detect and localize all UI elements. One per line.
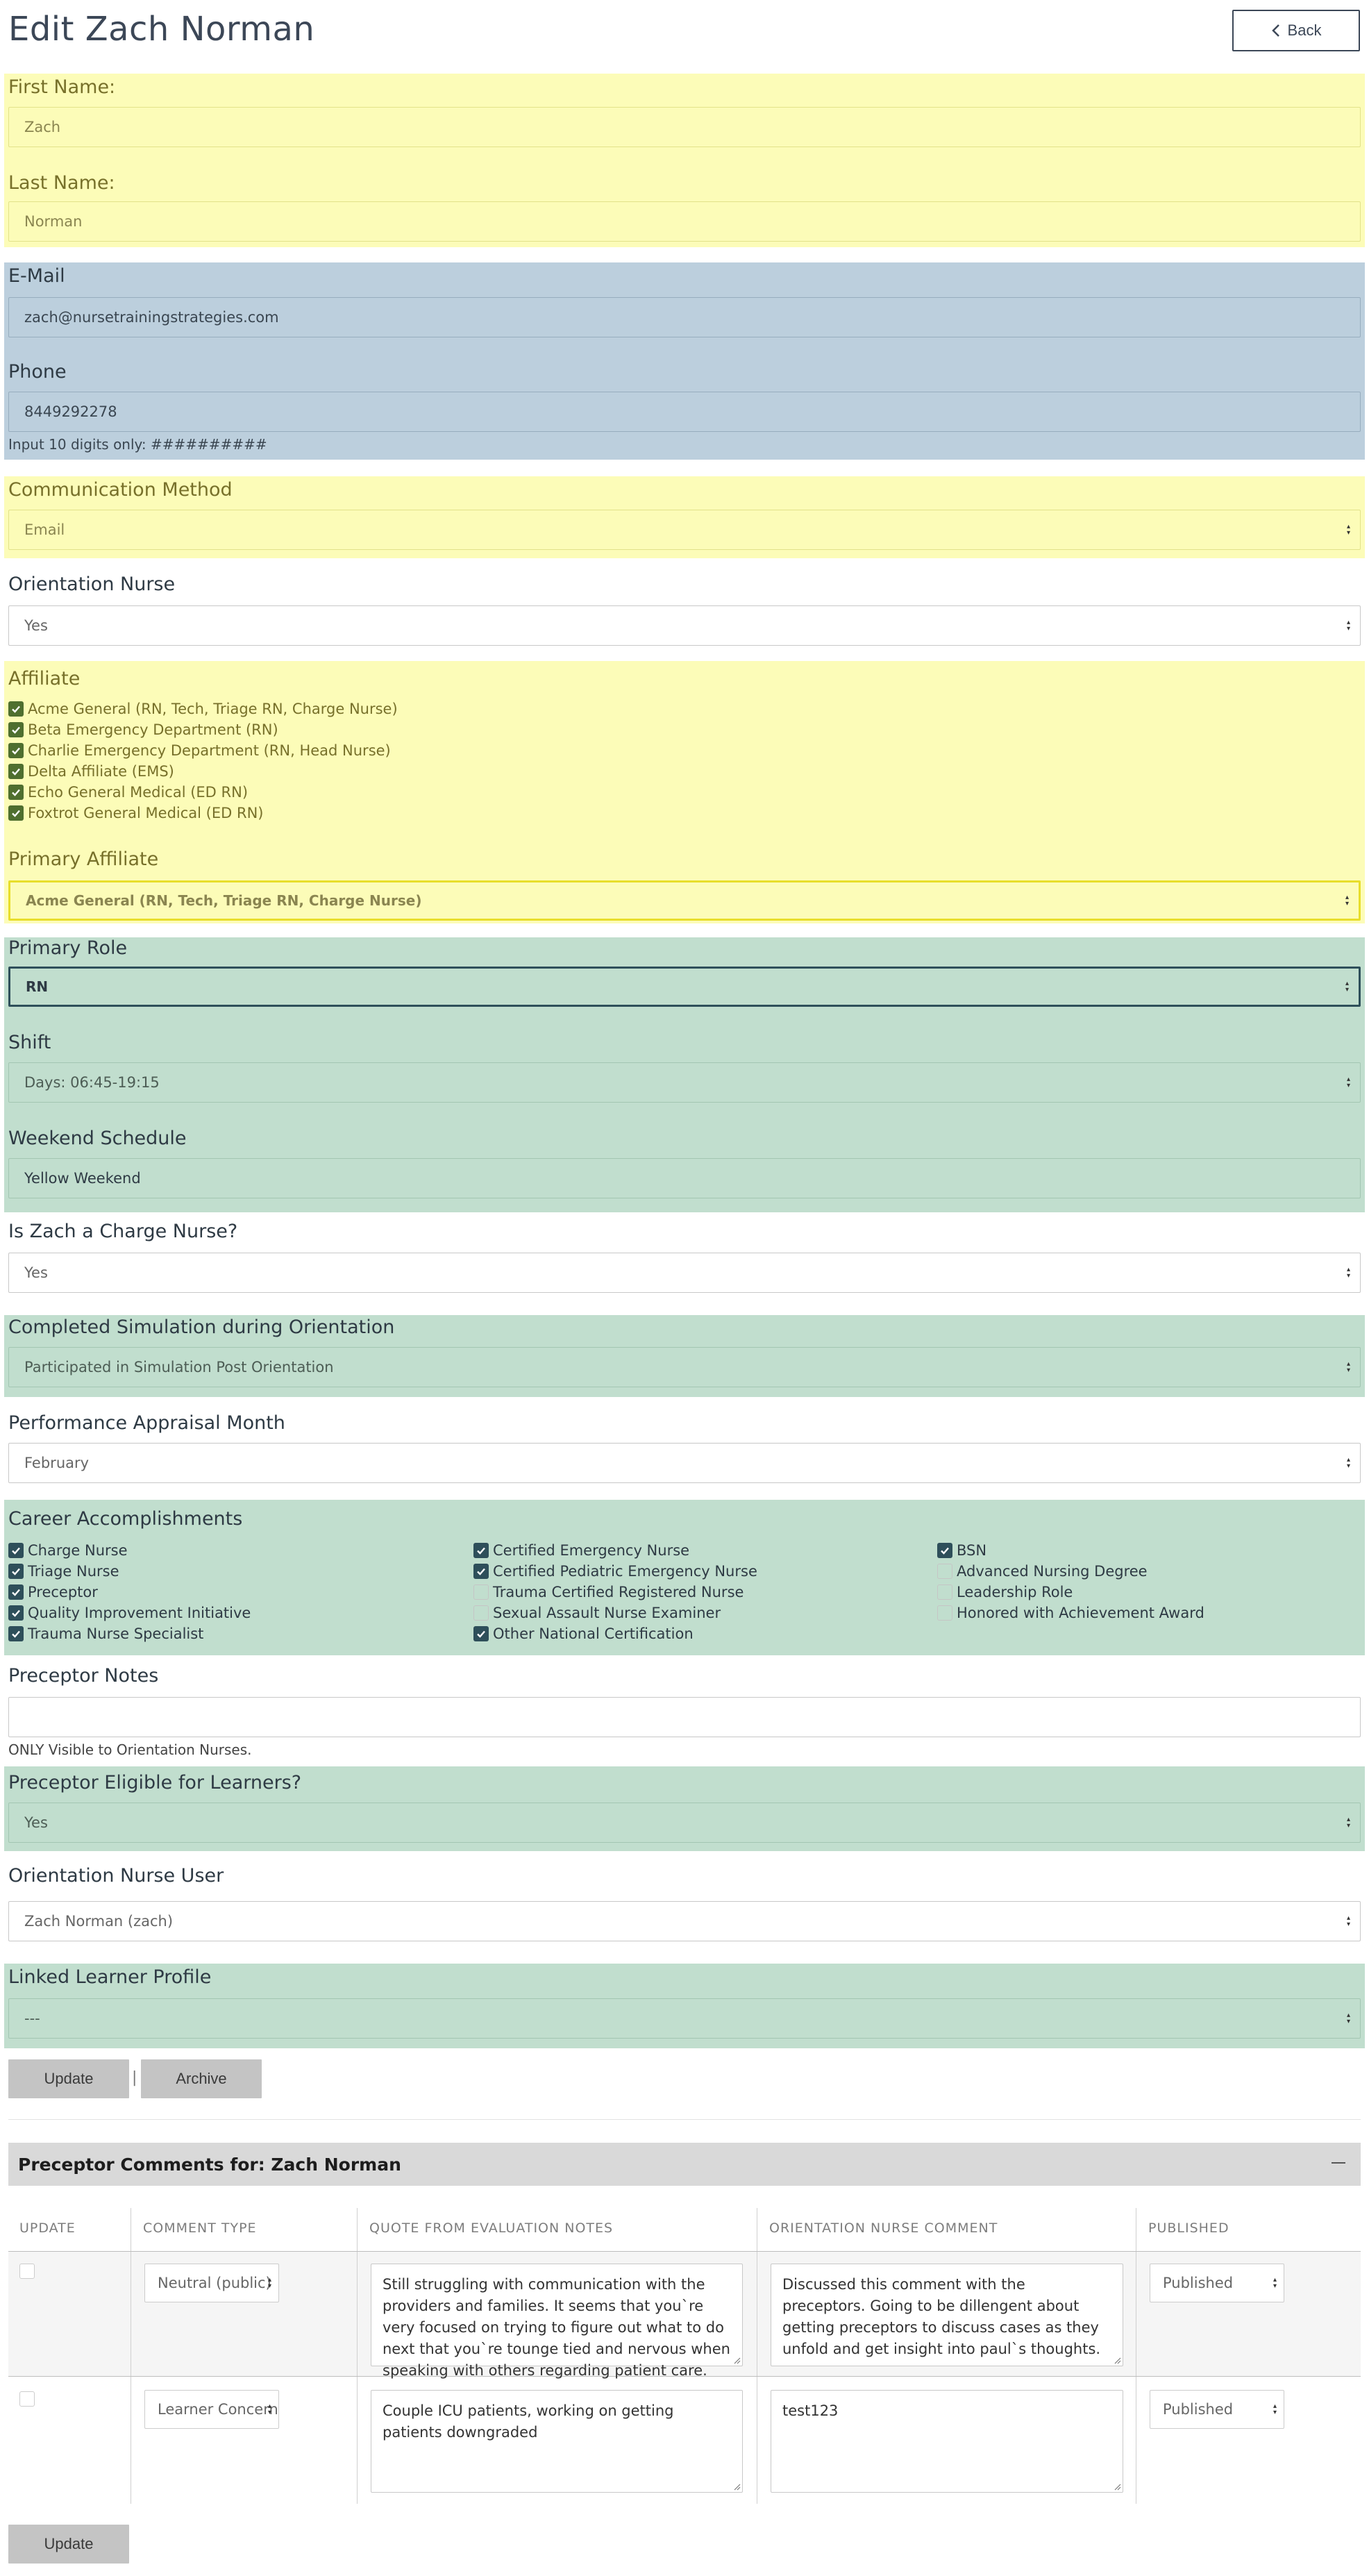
orientation-user-select[interactable]: Zach Norman (zach) ▴ ▾	[8, 1901, 1361, 1941]
update-button[interactable]: Update	[8, 2059, 129, 2098]
career-option-label: Trauma Nurse Specialist	[28, 1625, 204, 1642]
simulation-section	[4, 1315, 1365, 1397]
career-section	[4, 1500, 1365, 1655]
row-2-published-select[interactable]: Published ▴ ▾	[1150, 2390, 1284, 2429]
primary-role-label: Primary Role	[8, 937, 128, 959]
career-option-label: Charge Nurse	[28, 1542, 128, 1559]
row-2-update-checkbox[interactable]	[19, 2391, 35, 2407]
phone-input[interactable]: 8449292278	[8, 392, 1361, 432]
checkbox-checked-icon[interactable]	[8, 743, 24, 758]
comments-panel-title: Preceptor Comments for: Zach Norman	[18, 2154, 401, 2175]
career-option-label: Advanced Nursing Degree	[957, 1563, 1148, 1580]
career-option[interactable]	[8, 1583, 98, 1601]
checkbox-unchecked-icon[interactable]	[473, 1584, 489, 1600]
checkbox-unchecked-icon[interactable]	[473, 1605, 489, 1621]
row-2-comment-type-select[interactable]: Learner Concern ▴ ▾	[144, 2390, 279, 2429]
affiliate-option-label: Echo General Medical (ED RN)	[28, 784, 249, 801]
email-input[interactable]: zach@nursetrainingstrategies.com	[8, 297, 1361, 337]
checkbox-checked-icon[interactable]	[8, 805, 24, 821]
row-1-quote-text: Still struggling with communication with the providers and families. It seems that you`re very focused on trying to figure out what to do next that you`re tounge tied and nervous when speaking with others regarding patient care.	[383, 2276, 730, 2379]
header-update: UPDATE	[19, 2220, 76, 2236]
simulation-label: Completed Simulation during Orientation	[8, 1316, 395, 1338]
name-section	[4, 74, 1365, 247]
affiliate-option-label: Beta Emergency Department (RN)	[28, 721, 278, 738]
orientation-user-section	[4, 1864, 1365, 1946]
communication-method-select[interactable]: Email ▴ ▾	[8, 510, 1361, 550]
orientation-nurse-section	[4, 571, 1365, 653]
row-2-quote-text: Couple ICU patients, working on getting patients downgraded	[383, 2402, 674, 2441]
resize-grip-icon[interactable]	[1113, 2482, 1121, 2491]
linked-learner-section	[4, 1964, 1365, 2048]
preceptor-eligible-section	[4, 1766, 1365, 1851]
affiliate-option-label: Acme General (RN, Tech, Triage RN, Charge Nurse)	[28, 701, 398, 717]
checkbox-checked-icon[interactable]	[8, 785, 24, 800]
preceptor-eligible-label: Preceptor Eligible for Learners?	[8, 1772, 302, 1793]
primary-role-select[interactable]: RN ▴ ▾	[8, 967, 1361, 1007]
career-option[interactable]	[473, 1562, 757, 1580]
linked-learner-select[interactable]: --- ▴ ▾	[8, 1998, 1361, 2039]
career-option-label: Certified Pediatric Emergency Nurse	[493, 1563, 757, 1580]
career-option[interactable]	[8, 1625, 203, 1643]
preceptor-notes-section	[4, 1664, 1365, 1761]
appraisal-month-label: Performance Appraisal Month	[8, 1412, 285, 1434]
chevron-left-icon	[1271, 24, 1281, 37]
page-title: Edit Zach Norman	[8, 10, 315, 49]
comments-update-button[interactable]: Update	[8, 2525, 129, 2564]
checkbox-checked-icon[interactable]	[8, 1564, 24, 1579]
shift-select[interactable]: Days: 06:45-19:15 ▴ ▾	[8, 1062, 1361, 1103]
affiliate-label: Affiliate	[8, 668, 81, 689]
preceptor-eligible-select[interactable]: Yes ▴ ▾	[8, 1803, 1361, 1843]
career-option[interactable]	[8, 1562, 119, 1580]
action-separator: |	[132, 2069, 137, 2086]
back-button[interactable]	[1232, 10, 1360, 51]
affiliate-option-label: Delta Affiliate (EMS)	[28, 763, 174, 780]
orientation-user-label: Orientation Nurse User	[8, 1865, 224, 1887]
weekend-schedule-value: Yellow Weekend	[8, 1158, 1361, 1198]
header-nurse-comment: ORIENTATION NURSE COMMENT	[769, 2220, 998, 2236]
weekend-schedule-label: Weekend Schedule	[8, 1128, 187, 1149]
col-divider	[357, 2208, 358, 2504]
career-option-label: Honored with Achievement Award	[957, 1605, 1204, 1621]
career-option-label: Preceptor	[28, 1584, 98, 1600]
header-comment-type: COMMENT TYPE	[143, 2220, 257, 2236]
career-label: Career Accomplishments	[8, 1508, 243, 1530]
shift-label: Shift	[8, 1032, 51, 1053]
header-quote: QUOTE FROM EVALUATION NOTES	[369, 2220, 614, 2236]
row-2-nurse-comment-textarea[interactable]	[771, 2390, 1123, 2493]
comments-panel-header[interactable]	[8, 2143, 1361, 2186]
header-divider	[8, 2251, 1361, 2252]
affiliate-option[interactable]	[8, 742, 391, 760]
header-published: PUBLISHED	[1148, 2220, 1229, 2236]
row-1-quote-textarea[interactable]	[371, 2264, 743, 2379]
appraisal-month-select[interactable]: February ▴ ▾	[8, 1443, 1361, 1483]
communication-method-label: Communication Method	[8, 479, 233, 501]
checkbox-unchecked-icon[interactable]	[937, 1584, 952, 1600]
charge-nurse-section	[4, 1221, 1365, 1303]
checkbox-unchecked-icon[interactable]	[937, 1605, 952, 1621]
career-option-label: Other National Certification	[493, 1625, 694, 1642]
affiliate-option[interactable]	[8, 721, 278, 739]
affiliate-option[interactable]	[8, 700, 398, 718]
charge-nurse-label: Is Zach a Charge Nurse?	[8, 1221, 238, 1242]
career-option-label: Triage Nurse	[28, 1563, 119, 1580]
affiliate-section	[4, 661, 1365, 923]
row-1-published-select[interactable]: Published ▴ ▾	[1150, 2264, 1284, 2302]
phone-hint: Input 10 digits only: ##########	[8, 436, 267, 453]
row-2-quote-textarea[interactable]	[371, 2390, 743, 2493]
career-option[interactable]	[473, 1583, 744, 1601]
orientation-nurse-label: Orientation Nurse	[8, 574, 176, 595]
first-name-label: First Name:	[8, 76, 116, 98]
linked-learner-label: Linked Learner Profile	[8, 1966, 212, 1988]
career-option-label: BSN	[957, 1542, 987, 1559]
row-1-update-checkbox[interactable]	[19, 2264, 35, 2279]
affiliate-option[interactable]	[8, 762, 174, 780]
resize-grip-icon[interactable]	[1113, 2356, 1121, 2364]
simulation-select[interactable]: Participated in Simulation Post Orientation ▴ ▾	[8, 1347, 1361, 1387]
back-button-label: Back	[1287, 22, 1322, 39]
affiliate-option[interactable]	[8, 804, 264, 822]
charge-nurse-select[interactable]: Yes ▴ ▾	[8, 1253, 1361, 1293]
checkbox-checked-icon[interactable]	[8, 1605, 24, 1621]
row-2-nurse-comment-text: test123	[782, 2402, 839, 2419]
contact-section	[4, 262, 1365, 460]
first-name-input[interactable]: Zach	[8, 107, 1361, 147]
career-option[interactable]	[473, 1625, 694, 1643]
checkbox-checked-icon[interactable]	[8, 764, 24, 779]
preceptor-notes-hint: ONLY Visible to Orientation Nurses.	[8, 1741, 252, 1758]
checkbox-checked-icon[interactable]	[937, 1543, 952, 1558]
checkbox-checked-icon[interactable]	[473, 1564, 489, 1579]
checkbox-checked-icon[interactable]	[8, 701, 24, 717]
checkbox-checked-icon[interactable]	[8, 1543, 24, 1558]
preceptor-notes-input[interactable]	[8, 1697, 1361, 1737]
career-option[interactable]	[473, 1541, 689, 1559]
checkbox-checked-icon[interactable]	[8, 1584, 24, 1600]
career-option-label: Certified Emergency Nurse	[493, 1542, 690, 1559]
archive-button[interactable]: Archive	[141, 2059, 262, 2098]
resize-grip-icon[interactable]	[732, 2482, 741, 2491]
career-option-label: Trauma Certified Registered Nurse	[493, 1584, 744, 1600]
checkbox-checked-icon[interactable]	[8, 722, 24, 737]
phone-label: Phone	[8, 361, 67, 383]
row-1-comment-type-select[interactable]: Neutral (public) ▴ ▾	[144, 2264, 279, 2302]
orientation-nurse-select[interactable]: Yes ▴ ▾	[8, 605, 1361, 646]
collapse-icon[interactable]	[1332, 2162, 1345, 2164]
career-option[interactable]	[8, 1541, 128, 1559]
affiliate-option[interactable]	[8, 783, 248, 801]
career-option[interactable]	[937, 1541, 986, 1559]
career-option[interactable]	[473, 1604, 721, 1622]
appraisal-section	[4, 1411, 1365, 1493]
last-name-input[interactable]: Norman	[8, 201, 1361, 242]
checkbox-unchecked-icon[interactable]	[937, 1564, 952, 1579]
last-name-label: Last Name:	[8, 172, 115, 194]
preceptor-notes-label: Preceptor Notes	[8, 1665, 159, 1687]
checkbox-checked-icon[interactable]	[473, 1543, 489, 1558]
career-option[interactable]	[937, 1604, 1204, 1622]
career-option[interactable]	[937, 1583, 1073, 1601]
primary-affiliate-select[interactable]: Acme General (RN, Tech, Triage RN, Charge Nurse) ▴ ▾	[8, 880, 1361, 921]
affiliate-option-label: Foxtrot General Medical (ED RN)	[28, 805, 264, 821]
resize-grip-icon[interactable]	[732, 2356, 741, 2364]
email-label: E-Mail	[8, 265, 65, 287]
career-option[interactable]	[937, 1562, 1148, 1580]
career-option[interactable]	[8, 1604, 251, 1622]
checkbox-checked-icon[interactable]	[473, 1626, 489, 1641]
row-1-nurse-comment-textarea[interactable]	[771, 2264, 1123, 2366]
career-option-label: Leadership Role	[957, 1584, 1073, 1600]
row-1-nurse-comment-text: Discussed this comment with the preceptors. Going to be dillengent about getting preceptors to discuss cases as they unfold and get insight into paul`s thoughts.	[782, 2276, 1101, 2357]
career-option-label: Sexual Assault Nurse Examiner	[493, 1605, 721, 1621]
role-section	[4, 937, 1365, 1212]
affiliate-option-label: Charlie Emergency Department (RN, Head Nurse)	[28, 742, 391, 759]
career-option-label: Quality Improvement Initiative	[28, 1605, 251, 1621]
divider	[8, 2119, 1361, 2120]
checkbox-checked-icon[interactable]	[8, 1626, 24, 1641]
primary-affiliate-label: Primary Affiliate	[8, 848, 159, 870]
communication-section	[4, 476, 1365, 558]
